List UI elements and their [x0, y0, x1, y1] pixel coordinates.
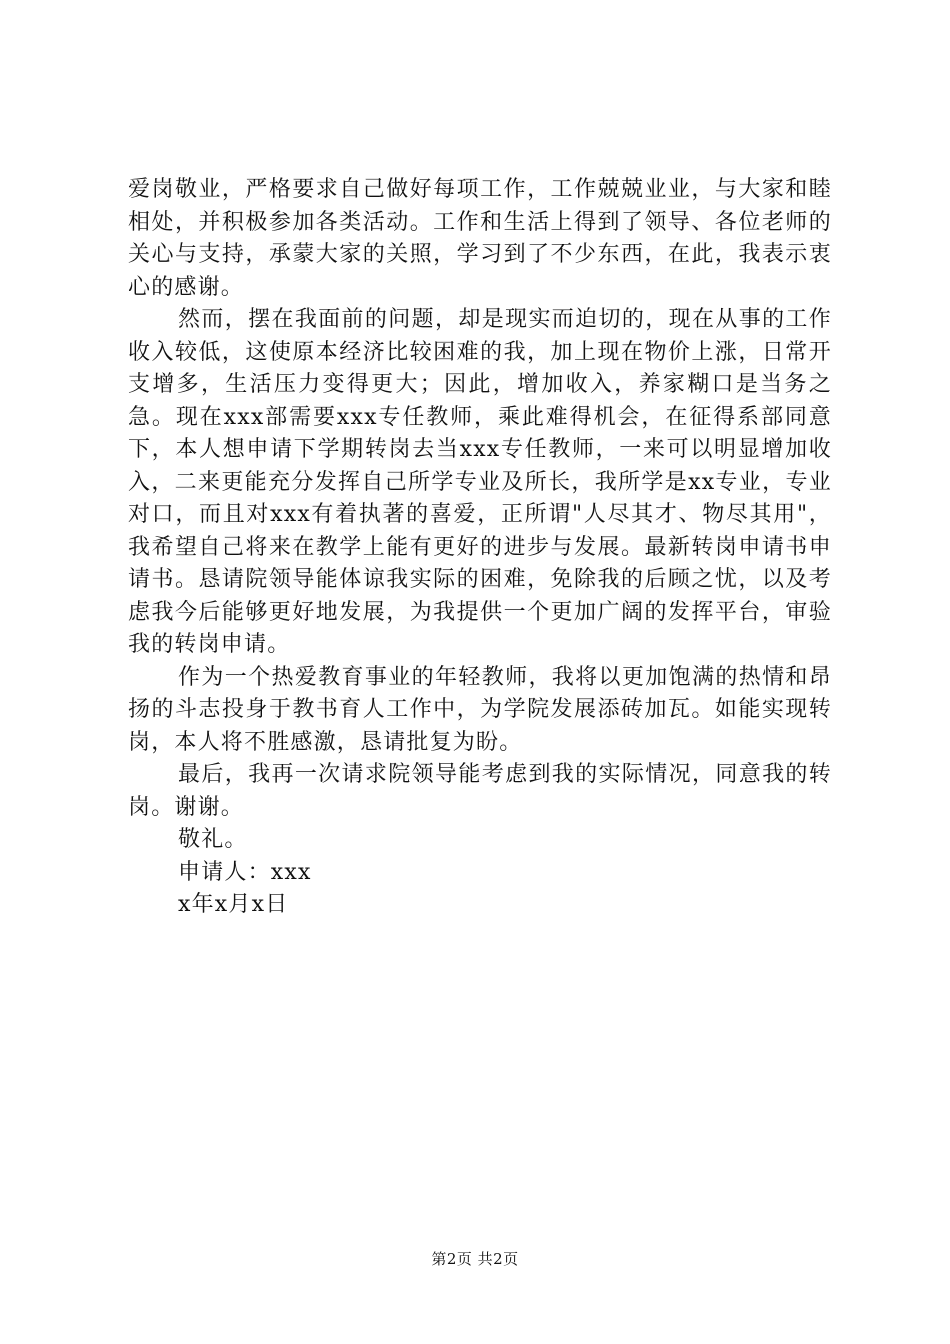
document-body	[128, 174, 832, 922]
paragraph-2: 然而，摆在我面前的问题，却是现实而迫切的，现在从事的工作收入较低，这使原本经济比较困难的我，加上现在物价上涨，日常开支增多，生活压力变得更大；因此，增加收入，养家糊口是当务之急。现在xxx部需要xxx专任教师，乘此难得机会，在征得系部同意下，本人想申请下学期转岗去当xxx专任教师，一来可以明显增加收入，二来更能充分发挥自己所学专业及所长，我所学是xx专业，专业对口，而且对xxx有着执著的喜爱，正所谓"人尽其才、物尽其用"，我希望自己将来在教学上能有更好的进步与发展。最新转岗申请书申请书。恳请院领导能体谅我实际的困难，免除我的后顾之忧，以及考虑我今后能够更好地发展，为我提供一个更加广阔的发挥平台，审验我的转岗申请。	[128, 307, 832, 657]
page-number-footer: 第2页 共2页	[431, 1250, 519, 1268]
paragraph-3: 作为一个热爱教育事业的年轻教师，我将以更加饱满的热情和昂扬的斗志投身于教书育人工作中，为学院发展添砖加瓦。如能实现转岗，本人将不胜感激，恳请批复为盼。	[128, 664, 832, 755]
applicant-line: 申请人：xxx	[178, 859, 312, 885]
closing-salutation: 敬礼。	[178, 827, 248, 852]
date-line: x年x月x日	[178, 892, 289, 917]
paragraph-1: 爱岗敬业，严格要求自己做好每项工作，工作兢兢业业，与大家和睦相处，并积极参加各类活动。工作和生活上得到了领导、各位老师的关心与支持，承蒙大家的关照，学习到了不少东西，在此，我表示衷心的感谢。	[128, 177, 832, 300]
paragraph-4: 最后，我再一次请求院领导能考虑到我的实际情况，同意我的转岗。谢谢。	[128, 762, 832, 820]
